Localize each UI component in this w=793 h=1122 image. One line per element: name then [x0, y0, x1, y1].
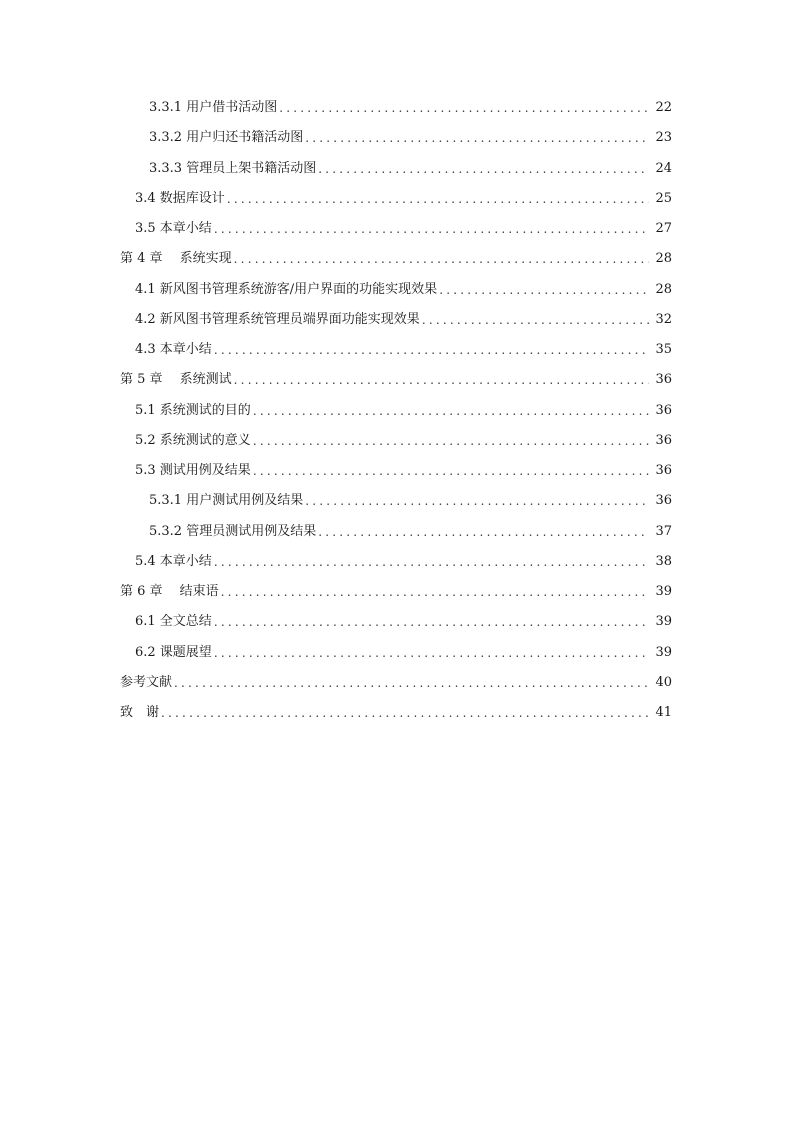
toc-entry-3-3-2[interactable]	[149, 123, 672, 153]
toc-page-number: 28	[655, 281, 672, 297]
toc-page-number: 36	[655, 402, 672, 418]
toc-dot-leader	[214, 645, 650, 661]
toc-dot-leader	[253, 433, 650, 449]
table-of-contents	[0, 93, 793, 728]
toc-dot-leader	[214, 614, 650, 630]
toc-page-number: 25	[655, 190, 672, 206]
toc-entry-title: 4.1 新风图书管理系统游客/用户界面的功能实现效果	[135, 281, 438, 297]
toc-dot-leader	[214, 221, 650, 237]
toc-entry-5-3-1[interactable]	[149, 486, 672, 516]
toc-page-number: 37	[655, 523, 672, 539]
toc-entry-title: 6.2 课题展望	[135, 644, 212, 660]
toc-entry-title: 4.2 新风图书管理系统管理员端界面功能实现效果	[135, 311, 420, 327]
toc-entry-3-3-1[interactable]	[149, 93, 672, 123]
toc-page-number: 40	[655, 674, 672, 690]
toc-entry-chapter-5[interactable]	[120, 365, 672, 395]
toc-dot-leader	[214, 342, 650, 358]
toc-entry-4-2[interactable]	[135, 305, 672, 335]
toc-entry-chapter-6[interactable]	[120, 577, 672, 607]
toc-entry-4-3[interactable]	[135, 335, 672, 365]
toc-page-number: 22	[655, 100, 672, 116]
toc-page-number: 39	[655, 584, 672, 600]
toc-entry-title: 3.3.1 用户借书活动图	[149, 100, 278, 116]
toc-dot-leader	[214, 554, 650, 570]
toc-entry-title: 5.3 测试用例及结果	[135, 463, 251, 479]
toc-entry-6-2[interactable]	[135, 638, 672, 668]
toc-entry-title: 5.3.2 管理员测试用例及结果	[149, 523, 317, 539]
toc-entry-title: 5.2 系统测试的意义	[135, 432, 251, 448]
toc-entry-4-1[interactable]	[135, 275, 672, 305]
toc-page-number: 38	[655, 553, 672, 569]
toc-entry-title: 第 4 章 系统实现	[120, 251, 232, 267]
toc-entry-title: 6.1 全文总结	[135, 614, 212, 630]
toc-page-number: 32	[655, 311, 672, 327]
toc-entry-3-3-3[interactable]	[149, 154, 672, 184]
toc-dot-leader	[439, 282, 649, 298]
toc-entry-5-2[interactable]	[135, 426, 672, 456]
toc-page-number: 36	[655, 463, 672, 479]
toc-entry-title: 第 6 章 结束语	[120, 584, 219, 600]
toc-dot-leader	[161, 705, 649, 721]
toc-entry-5-4[interactable]	[135, 547, 672, 577]
toc-entry-title: 3.5 本章小结	[135, 221, 212, 237]
toc-dot-leader	[221, 584, 650, 600]
toc-page-number: 39	[655, 644, 672, 660]
toc-dot-leader	[174, 675, 649, 691]
toc-entry-title: 3.3.2 用户归还书籍活动图	[149, 130, 304, 146]
toc-dot-leader	[234, 251, 650, 267]
toc-page-number: 27	[655, 221, 672, 237]
toc-page-number: 39	[655, 614, 672, 630]
toc-dot-leader	[422, 312, 650, 328]
toc-page-number: 35	[655, 342, 672, 358]
toc-entry-3-4[interactable]	[135, 184, 672, 214]
toc-entry-5-3-2[interactable]	[149, 517, 672, 547]
toc-entry-3-5[interactable]	[135, 214, 672, 244]
toc-entry-title: 5.3.1 用户测试用例及结果	[149, 493, 304, 509]
toc-entry-title: 5.1 系统测试的目的	[135, 402, 251, 418]
toc-entry-5-3[interactable]	[135, 456, 672, 486]
toc-entry-title: 4.3 本章小结	[135, 342, 212, 358]
toc-dot-leader	[279, 100, 649, 116]
toc-entry-title: 致 谢	[120, 705, 160, 721]
toc-page-number: 28	[655, 251, 672, 267]
toc-page-number: 23	[655, 130, 672, 146]
toc-dot-leader	[253, 403, 650, 419]
toc-dot-leader	[305, 130, 649, 146]
toc-page-number: 41	[655, 705, 672, 721]
toc-page-number: 36	[655, 432, 672, 448]
toc-entry-title: 5.4 本章小结	[135, 553, 212, 569]
toc-entry-5-1[interactable]	[135, 396, 672, 426]
toc-page-number: 24	[655, 160, 672, 176]
toc-entry-6-1[interactable]	[135, 607, 672, 637]
toc-entry-chapter-4[interactable]	[120, 244, 672, 274]
toc-dot-leader	[318, 524, 649, 540]
toc-dot-leader	[318, 161, 649, 177]
toc-dot-leader	[227, 191, 650, 207]
toc-entry-title: 3.4 数据库设计	[135, 190, 225, 206]
toc-entry-title: 参考文献	[120, 674, 173, 690]
toc-dot-leader	[253, 463, 650, 479]
toc-entry-title: 3.3.3 管理员上架书籍活动图	[149, 160, 317, 176]
toc-page-number: 36	[655, 372, 672, 388]
toc-entry-references[interactable]	[120, 668, 672, 698]
toc-entry-title: 第 5 章 系统测试	[120, 372, 232, 388]
toc-dot-leader	[234, 372, 650, 388]
toc-dot-leader	[305, 493, 649, 509]
toc-page-number: 36	[655, 493, 672, 509]
toc-entry-acknowledgements[interactable]	[120, 698, 672, 728]
